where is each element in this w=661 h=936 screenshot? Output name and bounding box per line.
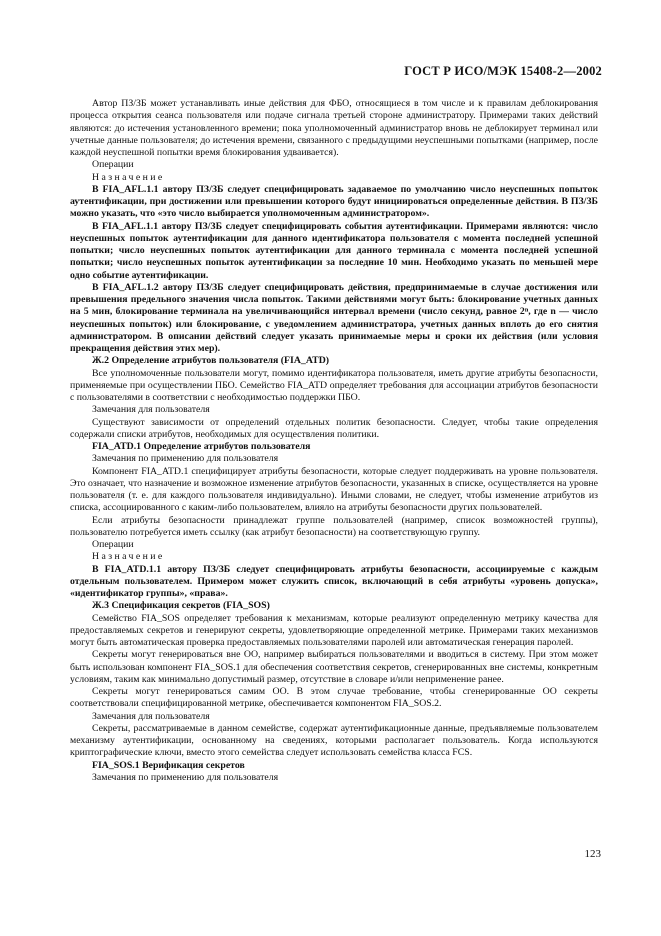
paragraph: Секреты могут генерироваться самим ОО. В этом случае требование, чтобы сгенерированные ОО секреты соответствовали специфицированной метрике, обеспечивается компонентом FIA_SOS.2.: [70, 686, 598, 710]
bold-paragraph: В FIA_AFL.1.2 автору ПЗ/ЗБ следует специфицировать действия, предпринимаемые в случае достижения или превышения предельного значения числа попыток. Такими действиями могут быть: блокирование учетных данных на 5 мин, блокирование терминала на увеличивающийся интервал времени (число секунд, равное 2ⁿ, где n — число неуспешных попыток) или блокирование, с уведомлением администратора, учетных данных вплоть до его снятия администратором. В описании действий следует указать принимаемые меры и сроки их действия (или условия прекращения действия этих мер).: [70, 281, 598, 354]
document-body: [70, 98, 598, 784]
paragraph: Существуют зависимости от определений отдельных политик безопасности. Следует, чтобы такие определения содержали списки атрибутов, необходимых для осуществления политики.: [70, 416, 598, 440]
bold-paragraph: В FIA_AFL.1.1 автору ПЗ/ЗБ следует специфицировать события аутентификации. Примерами являются: число неуспешных попыток аутентификации для данного идентификатора пользователя с момента последней успешной попытки; число неуспешных попыток аутентификации для данного терминала с момента последней успешной попытки; число неуспешных попыток аутентификации за последние 10 мин. Необходимо указать по меньшей мере одно событие аутентификации.: [70, 220, 598, 281]
paragraph: Замечания по применению для пользователя: [92, 453, 279, 465]
paragraph: Операции: [92, 159, 134, 171]
paragraph: Операции: [92, 539, 134, 550]
paragraph: Секреты могут генерироваться вне ОО, например выбираться пользователями и вводиться в систему. При этом может быть использован компонент FIA_SOS.1 для обеспечения соответствия секретов, сгенерированных вне системы, конкретным условиям, таким как минимально допустимый размер, отсутствие в словаре и/или неприменение ранее.: [70, 649, 598, 685]
bold-paragraph: В FIA_ATD.1.1 автору ПЗ/ЗБ следует специфицировать атрибуты безопасности, ассоциируемые с каждым отдельным пользователем. Примером может служить список, включающий в себя атрибуты «уровень допуска», «идентификатор группы», «права».: [70, 563, 598, 599]
paragraph: Замечания для пользователя: [92, 404, 210, 416]
bold-paragraph: FIA_SOS.1 Верификация секретов: [92, 759, 245, 771]
bold-paragraph: В FIA_AFL.1.1 автору ПЗ/ЗБ следует специфицировать задаваемое по умолчанию число неуспешных попыток аутентификации, при достижении или превышении которого будут инициироваться определенные действия. В ПЗ/ЗБ можно указать, что «это число выбирается уполномоченным администратором».: [70, 183, 598, 220]
paragraph: Секреты, рассматриваемые в данном семействе, содержат аутентификационные данные, предъявляемые пользователем механизму аутентификации, основанному на сведениях, которыми располагает пользователь. Когда используются криптографические ключи, вместо этого семейства следует использовать семейства класса FCS.: [70, 722, 598, 759]
document-header: ГОСТ Р ИСО/МЭК 15408-2—2002: [404, 64, 602, 78]
page-number: 123: [584, 848, 601, 860]
spaced-heading: Назначение: [92, 171, 165, 183]
paragraph: Замечания по применению для пользователя: [92, 771, 279, 783]
bold-paragraph: FIA_ATD.1 Определение атрибутов пользователя: [92, 441, 311, 452]
paragraph: Все уполномоченные пользователи могут, помимо идентификатора пользователя, иметь другие атрибуты безопасности, применяемые при осуществлении ПБО. Семейство FIA_ATD определяет требования для ассоциации атрибутов безопасности с пользователями в соответствии с необходимостью поддержки ПБО.: [70, 367, 598, 403]
paragraph: Если атрибуты безопасности принадлежат группе пользователей (например, список возможностей группы), пользователю потребуется иметь ссылку (как атрибут безопасности) на соответствующую группу.: [70, 514, 598, 538]
bold-paragraph: Ж.2 Определение атрибутов пользователя (FIA_ATD): [92, 355, 330, 367]
paragraph: Семейство FIA_SOS определяет требования к механизмам, которые реализуют определенную метрику качества для предоставляемых секретов и генерируют секреты, удовлетворяющие определенной метрике. Примерами таких механизмов могут быть автоматическая проверка предоставляемых пользователями паролей или автоматическая генерация паролей.: [70, 612, 598, 648]
spaced-heading: Назначение: [92, 551, 165, 563]
paragraph: Компонент FIA_ATD.1 специфицирует атрибуты безопасности, которые следует поддерживать на уровне пользователя. Это означает, что назначение и возможное изменение атрибутов безопасности, указанных в списке, осуществляется на уровне пользователя (т. е. для каждого пользователя индивидуально). Иными словами, не следует, чтобы изменение атрибутов из списка, ассоциированного с каким-либо пользователем, влияло на атрибуты безопасности других пользователей.: [70, 465, 598, 514]
paragraph: Замечания для пользователя: [92, 710, 210, 722]
paragraph: Автор ПЗ/ЗБ может устанавливать иные действия для ФБО, относящиеся в том числе и к правилам деблокирования процесса открытия сеанса пользователя или подаче сигнала третьей стороне администратору. Примерами таких действий являются: до истечения установленного времени; пока уполномоченный администратор вновь не деблокирует терминал или учетные данные пользователя; до истечения времени, связанного с предыдущими неуспешными попытками (например, после каждой неуспешной попытки время блокирования удваивается).: [70, 98, 598, 158]
bold-paragraph: Ж.3 Спецификация секретов (FIA_SOS): [92, 600, 270, 612]
